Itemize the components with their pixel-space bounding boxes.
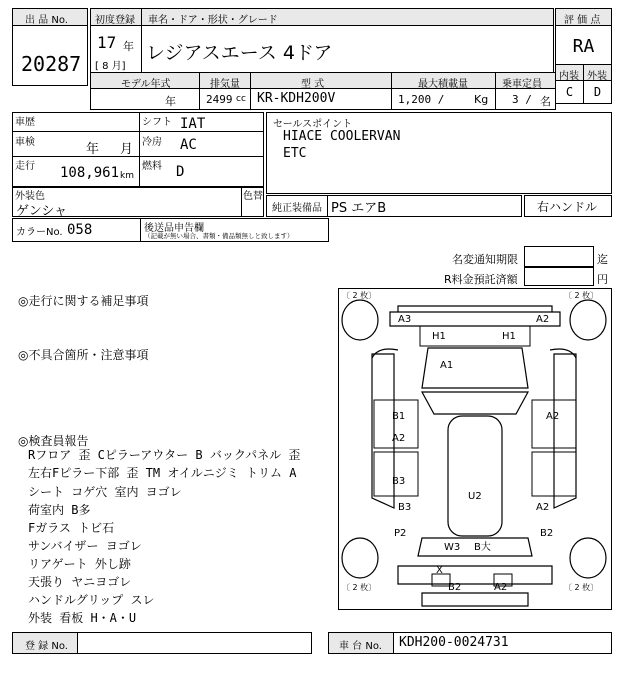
change-deadline-label: 名変通知期限 (452, 253, 518, 266)
lot-number-cell (12, 25, 88, 86)
max-load-value-cell (391, 88, 496, 110)
displacement-label: 排気量 (210, 79, 240, 90)
shift-label: シフト (142, 117, 172, 128)
capacity-value-cell (495, 88, 556, 110)
mark-h1-right: H1 (502, 331, 516, 342)
max-load: 1,200 / (398, 93, 445, 106)
equipment-label: 純正装備品 (272, 203, 322, 214)
inspection-label: 車検 (15, 137, 35, 148)
inspector-line-9: ハンドルグリップ スレ (28, 593, 155, 607)
model-year-label-cell (90, 72, 200, 89)
handle-box (524, 195, 612, 217)
sales-point-2: ETC (283, 146, 307, 161)
mark-a1: A1 (440, 360, 454, 371)
type-value-cell (250, 88, 392, 110)
first-reg-year: 17 (97, 33, 117, 52)
interior-grade: C (565, 85, 574, 99)
history-label: 車歴 (15, 117, 35, 128)
corner-label-bl: 〔 2 枚〕 (342, 583, 377, 592)
grade-cell (555, 25, 612, 65)
exterior-label-cell (583, 64, 612, 81)
inspection-year-unit: 年 (86, 142, 100, 157)
displacement: 2499 (206, 93, 233, 106)
registration-label: 登 録 No. (25, 641, 68, 652)
corner-label-br: 〔 2 枚〕 (564, 583, 599, 592)
model-type: KR-KDH200V (257, 91, 336, 106)
change-deadline-unit: 迄 (597, 253, 608, 266)
capacity: 3 / (512, 93, 532, 106)
car-name: レジアスエース 4ドア (146, 42, 333, 64)
corner-label-tl: 〔 2 枚〕 (342, 291, 377, 300)
tire-rear-left-icon (342, 538, 378, 578)
model-year-unit: 年 (165, 95, 176, 108)
mileage-value: 108,961 (60, 165, 120, 181)
equipment-value: PS エアB (331, 201, 387, 216)
model-year-label: モデル年式 (121, 79, 171, 90)
tire-front-left-icon (342, 300, 378, 340)
capacity-unit: 名 (540, 95, 551, 108)
color-no-value: 058 (67, 222, 93, 238)
rear-door-left (374, 452, 418, 496)
recolor-label: 色替 (243, 191, 263, 202)
interior-label-cell (555, 64, 584, 81)
running-notes-label: ◎走行に関する補足事項 (18, 294, 149, 308)
inspector-line-4: 荷室内 B多 (28, 503, 91, 517)
grade-label-cell (555, 8, 612, 26)
mark-u2: U2 (468, 491, 482, 502)
sales-point-1: HIACE COOLERVAN (283, 129, 401, 144)
mark-p2: P2 (394, 528, 407, 539)
lot-label: 出 品 No. (25, 15, 68, 26)
inspector-line-5: Fガラス トビ石 (28, 521, 115, 535)
type-label: 型 式 (301, 79, 325, 90)
inspector-line-7: リアゲート 外し跡 (28, 557, 131, 571)
recycle-unit: 円 (597, 273, 608, 286)
mark-b2-right: B2 (540, 528, 554, 539)
roof-outline (448, 416, 502, 536)
sales-point-box (266, 112, 612, 194)
color-no-label: カラーNo. (16, 227, 63, 238)
mark-a3-front: A3 (398, 314, 412, 325)
capacity-label-cell (495, 72, 556, 89)
inspector-report-label: ◎検査員報告 (18, 434, 89, 448)
color-value: ゲンシャ (16, 204, 68, 219)
after-items-box (140, 218, 329, 242)
car-name-label: 車名・ドア・形状・グレード (148, 15, 278, 26)
color-no-box (12, 218, 141, 242)
hood-outline (422, 348, 528, 388)
exterior-grade: D (593, 85, 602, 99)
tire-front-right-icon (570, 300, 606, 340)
corner-label-tr: 〔 2 枚〕 (564, 291, 599, 300)
mark-b2-bottom: B2 (448, 582, 462, 593)
defects-label: ◎不具合箇所・注意事項 (18, 348, 149, 362)
registration-box (12, 632, 312, 654)
displacement-value-cell (199, 88, 251, 110)
inspector-line-10: 外装 看板 H・A・U (28, 611, 137, 625)
first-reg-value-cell (90, 25, 142, 73)
capacity-label: 乗車定員 (502, 79, 542, 90)
chassis-label: 車 台 No. (339, 641, 382, 652)
chassis-number: KDH200-0024731 (399, 635, 509, 650)
grade-label: 評 価 点 (564, 15, 601, 26)
car-name-label-cell (141, 8, 554, 26)
right-side-outline (554, 354, 576, 508)
car-damage-diagram (338, 288, 612, 610)
after-items-note: （記載が無い場合、書類・備品類無しと致します） (144, 232, 294, 240)
mark-a2-bottom: A2 (494, 582, 508, 593)
first-reg-label: 初度登録 (95, 15, 135, 26)
car-name-cell (141, 25, 554, 73)
exterior-grade-cell (583, 80, 612, 104)
inspector-line-3: シート コゲ穴 室内 ヨゴレ (28, 485, 182, 499)
overall-grade: RA (572, 36, 595, 57)
exterior-label: 外装 (587, 71, 607, 82)
aircon-label: 冷房 (142, 137, 162, 148)
front-bumper-outline (390, 306, 560, 326)
lot-label-cell (12, 8, 88, 26)
handle-value: 右ハンドル (537, 200, 598, 214)
change-deadline-field (524, 246, 594, 268)
details-block (12, 112, 264, 188)
mark-a2-front: A2 (536, 314, 550, 325)
mileage-unit: km (120, 171, 134, 181)
mark-a2-left: A2 (392, 433, 406, 444)
left-side-outline (372, 354, 394, 508)
chassis-box (328, 632, 612, 654)
first-reg-year-unit: 年 (123, 40, 134, 53)
max-load-unit: Kg (474, 93, 489, 106)
mark-b1: B1 (392, 411, 406, 422)
max-load-label: 最大積載量 (418, 79, 468, 90)
windshield-outline (422, 392, 528, 414)
mark-b3-lower: B3 (398, 502, 412, 513)
mileage-label: 走行 (15, 161, 35, 172)
mark-a2-right: A2 (546, 411, 560, 422)
recycle-field (524, 266, 594, 286)
max-load-label-cell (391, 72, 496, 89)
inspector-line-2: 左右Fピラー下部 歪 TM オイルニジミ トリム A (28, 466, 297, 480)
inspection-month-unit: 月 (120, 142, 134, 157)
tire-rear-right-icon (570, 538, 606, 578)
mark-h1-left: H1 (432, 331, 446, 342)
shift-value: IAT (180, 116, 206, 132)
recycle-label: R料金預託済額 (444, 273, 518, 286)
inspector-line-8: 天張り ヤニヨゴレ (28, 575, 132, 589)
first-reg-label-cell (90, 8, 142, 26)
inspector-line-6: サンバイザー ヨゴレ (28, 539, 142, 553)
sales-point-label: セールスポイント (273, 119, 353, 130)
displacement-label-cell (199, 72, 251, 89)
interior-grade-cell (555, 80, 584, 104)
color-label: 外装色 (15, 191, 45, 202)
lot-number: 20287 (21, 52, 82, 76)
inspector-line-1: Rフロア 歪 Cピラーアウター B バックパネル 歪 (28, 448, 301, 462)
fuel-label: 燃料 (142, 161, 162, 172)
mark-x: X (436, 565, 443, 576)
aircon-value: AC (180, 137, 197, 153)
after-items-label: 後送品申告欄 (144, 223, 204, 234)
mark-w3: W3 (444, 542, 461, 553)
displacement-unit: cc (236, 94, 246, 104)
interior-label: 内装 (559, 71, 579, 82)
type-label-cell (250, 72, 392, 89)
mark-a2-lower-right: A2 (536, 502, 550, 513)
fuel-value: D (176, 164, 185, 180)
first-reg-month: [ 8 月] (95, 61, 126, 72)
mark-b-dai: B大 (474, 542, 491, 553)
rear-bumper-outline (398, 566, 552, 584)
model-year-value-cell (90, 88, 200, 110)
mark-b3-left: B3 (392, 476, 406, 487)
